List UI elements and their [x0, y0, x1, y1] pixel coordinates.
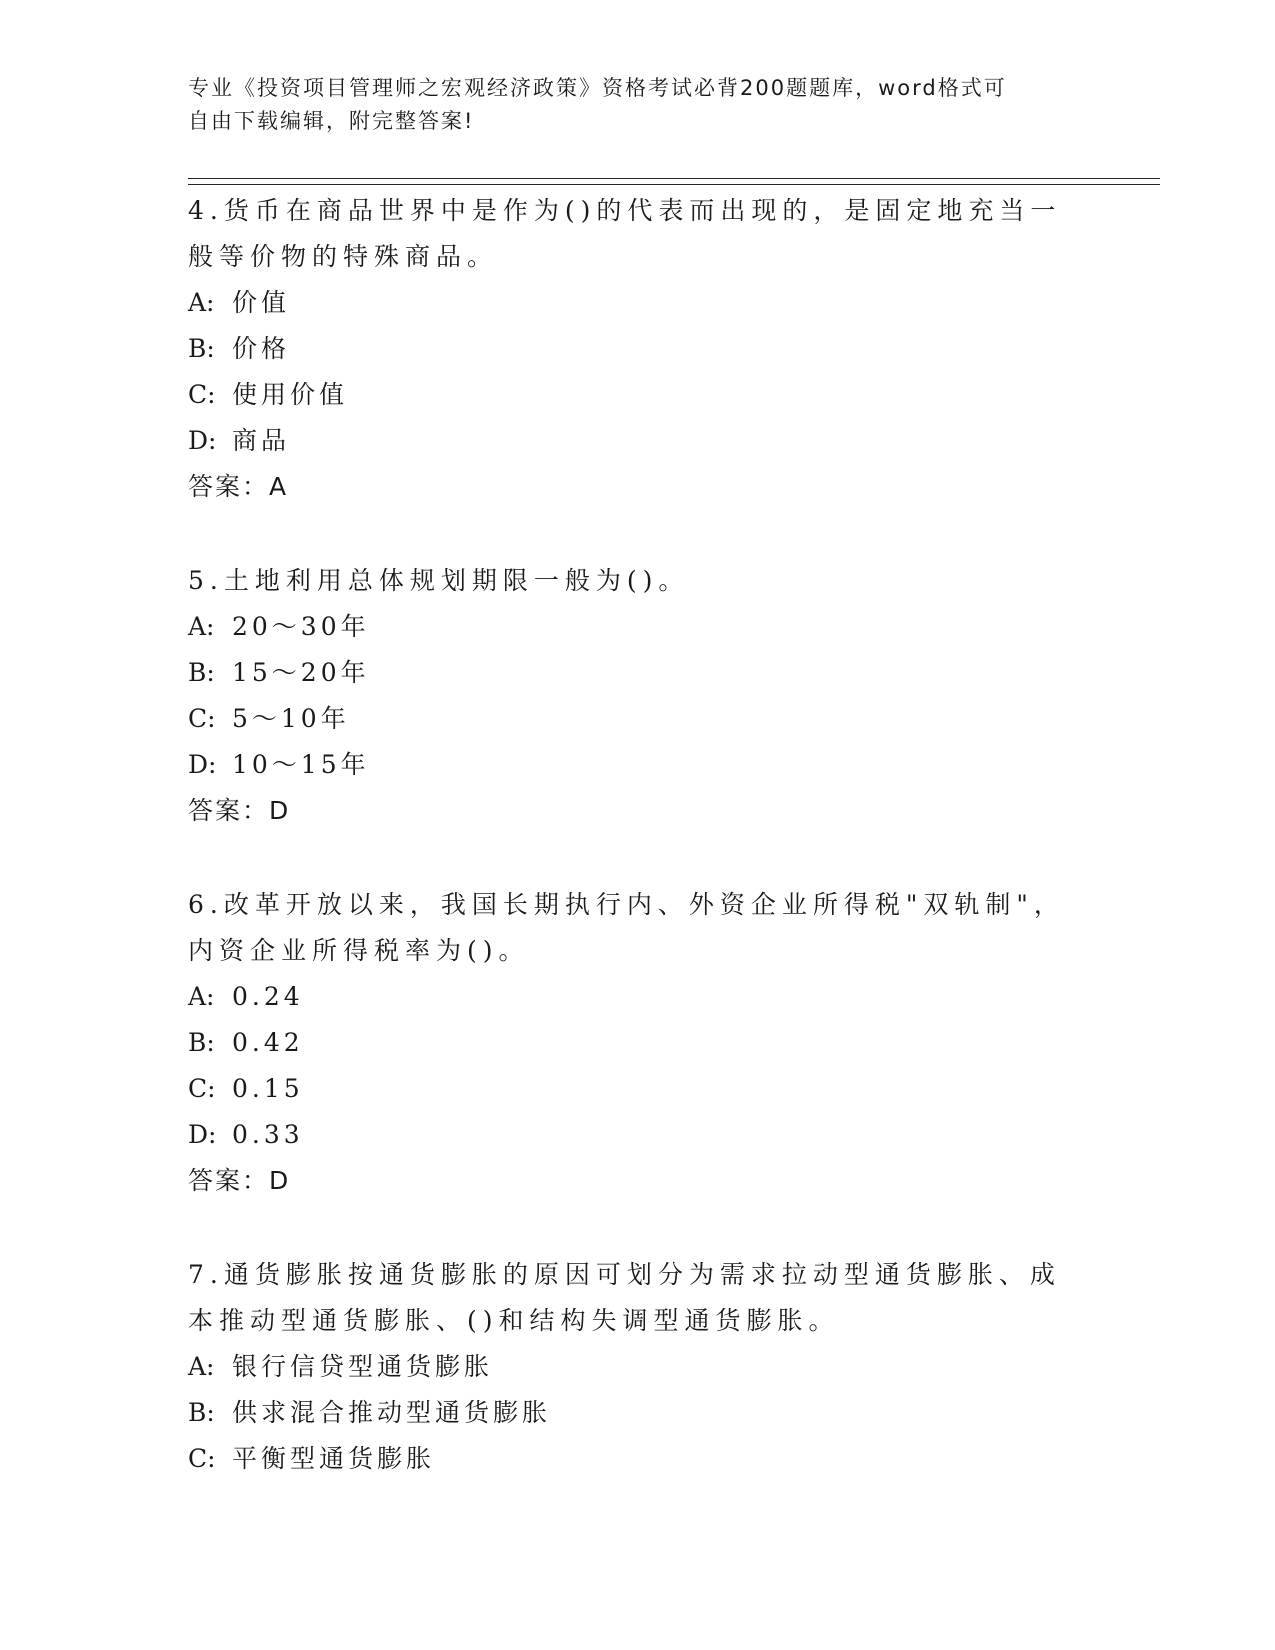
option-letter: B:	[188, 1398, 215, 1427]
option-letter: D:	[188, 1120, 217, 1149]
header-divider-bottom	[188, 184, 1160, 185]
option-a	[188, 604, 1088, 650]
question-text: 5.土地利用总体规划期限一般为()。	[188, 566, 690, 595]
option-letter: A:	[188, 612, 215, 641]
option-letter: C:	[188, 380, 216, 409]
option-text: 0.15	[232, 1074, 304, 1103]
option-letter: A:	[188, 288, 215, 317]
question-text: 6.改革开放以来，我国长期执行内、外资企业所得税"双轨制"，内资企业所得税率为()。	[188, 890, 1065, 965]
document-header	[188, 72, 1068, 138]
question-6	[188, 882, 1088, 1204]
option-text: 0.42	[232, 1028, 304, 1057]
option-text: 价格	[232, 334, 291, 363]
option-d	[188, 1112, 1088, 1158]
option-letter: C:	[188, 1074, 216, 1103]
option-d	[188, 742, 1088, 788]
option-letter: A:	[188, 982, 215, 1011]
option-letter: D:	[188, 426, 217, 455]
header-divider-top	[188, 178, 1160, 179]
option-text: 0.24	[232, 982, 304, 1011]
question-7	[188, 1252, 1088, 1482]
answer-line: 答案：D	[188, 796, 291, 825]
header-line-2: 自由下载编辑，附完整答案!	[188, 109, 475, 133]
option-letter: C:	[188, 1444, 216, 1473]
option-letter: B:	[188, 658, 215, 687]
option-text: 20～30年	[232, 612, 370, 641]
option-letter: B:	[188, 1028, 215, 1057]
option-a	[188, 1344, 1088, 1390]
option-letter: C:	[188, 704, 216, 733]
option-letter: B:	[188, 334, 215, 363]
option-letter: A:	[188, 1352, 215, 1381]
option-text: 价值	[232, 288, 291, 317]
option-text: 银行信贷型通货膨胀	[232, 1352, 494, 1381]
option-b	[188, 650, 1088, 696]
option-c	[188, 1066, 1088, 1112]
option-text: 5～10年	[232, 704, 350, 733]
option-b	[188, 1020, 1088, 1066]
option-text: 商品	[232, 426, 291, 455]
option-c	[188, 372, 1088, 418]
question-5	[188, 558, 1088, 834]
option-a	[188, 974, 1088, 1020]
option-b	[188, 1390, 1088, 1436]
option-text: 平衡型通货膨胀	[232, 1444, 436, 1473]
question-4	[188, 188, 1088, 510]
option-c	[188, 696, 1088, 742]
option-letter: D:	[188, 750, 217, 779]
option-text: 15～20年	[232, 658, 370, 687]
option-b	[188, 326, 1088, 372]
option-a	[188, 280, 1088, 326]
option-text: 0.33	[232, 1120, 304, 1149]
option-text: 供求混合推动型通货膨胀	[232, 1398, 552, 1427]
question-list	[188, 188, 1088, 1530]
question-text: 4.货币在商品世界中是作为()的代表而出现的，是固定地充当一般等价物的特殊商品。	[188, 196, 1062, 271]
question-text: 7.通货膨胀按通货膨胀的原因可划分为需求拉动型通货膨胀、成本推动型通货膨胀、()和结构失调型通货膨胀。	[188, 1260, 1061, 1335]
header-line-1: 专业《投资项目管理师之宏观经济政策》资格考试必背200题题库，word格式可	[188, 76, 1007, 100]
answer-line: 答案：D	[188, 1166, 291, 1195]
option-text: 10～15年	[232, 750, 370, 779]
answer-line: 答案：A	[188, 472, 289, 501]
option-d	[188, 418, 1088, 464]
option-c	[188, 1436, 1088, 1482]
option-text: 使用价值	[232, 380, 349, 409]
